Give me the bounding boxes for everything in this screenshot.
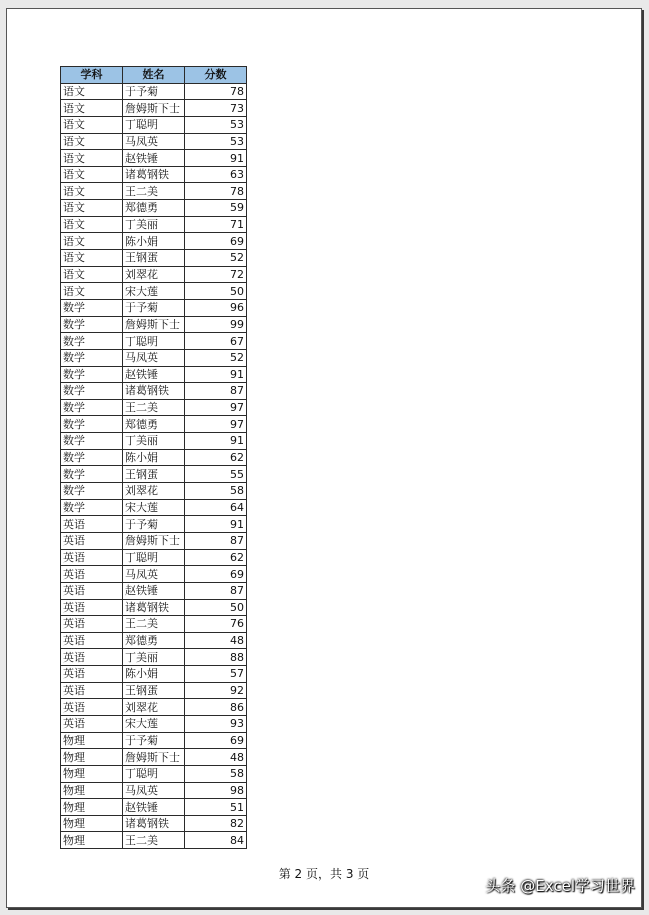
cell-subject: 物理 [61,749,123,766]
cell-name: 马凤英 [123,782,185,799]
cell-subject: 数学 [61,349,123,366]
cell-name: 詹姆斯下士 [123,100,185,117]
cell-name: 于予菊 [123,732,185,749]
cell-name: 丁聪明 [123,333,185,350]
cell-name: 刘翠花 [123,483,185,500]
table-row [61,499,247,516]
header-name: 姓名 [123,67,185,84]
cell-subject: 语文 [61,283,123,300]
table-row [61,599,247,616]
cell-subject: 英语 [61,649,123,666]
cell-score: 97 [185,399,247,416]
header-score: 分数 [185,67,247,84]
cell-score: 51 [185,799,247,816]
cell-score: 67 [185,333,247,350]
cell-name: 郑德勇 [123,200,185,217]
cell-name: 宋大莲 [123,283,185,300]
table-row [61,832,247,849]
cell-name: 陈小娟 [123,233,185,250]
cell-score: 92 [185,682,247,699]
cell-subject: 语文 [61,183,123,200]
table-row [61,433,247,450]
print-preview-page [6,8,642,908]
cell-name: 诸葛钢铁 [123,166,185,183]
cell-score: 53 [185,116,247,133]
cell-name: 赵铁锤 [123,799,185,816]
cell-subject: 物理 [61,732,123,749]
cell-score: 96 [185,299,247,316]
cell-score: 88 [185,649,247,666]
page-number: 第 2 页，共 3 页 [278,867,370,881]
cell-score: 69 [185,233,247,250]
table-row [61,666,247,683]
cell-name: 王二美 [123,616,185,633]
cell-subject: 数学 [61,449,123,466]
cell-subject: 物理 [61,765,123,782]
cell-name: 于予菊 [123,83,185,100]
table-row [61,549,247,566]
cell-name: 宋大莲 [123,715,185,732]
table-row [61,200,247,217]
cell-name: 王二美 [123,183,185,200]
table-row [61,316,247,333]
cell-subject: 数学 [61,466,123,483]
cell-score: 78 [185,83,247,100]
table-row [61,682,247,699]
table-row [61,399,247,416]
cell-subject: 英语 [61,516,123,533]
cell-name: 赵铁锤 [123,582,185,599]
cell-name: 丁聪明 [123,116,185,133]
cell-score: 87 [185,582,247,599]
watermark: 头条 @Excel学习世界 [485,877,635,895]
cell-subject: 英语 [61,616,123,633]
table-row [61,83,247,100]
cell-name: 诸葛钢铁 [123,815,185,832]
cell-score: 48 [185,632,247,649]
cell-subject: 数学 [61,333,123,350]
cell-score: 91 [185,150,247,167]
table-row [61,183,247,200]
cell-name: 马凤英 [123,133,185,150]
table-row [61,333,247,350]
cell-subject: 语文 [61,150,123,167]
cell-score: 73 [185,100,247,117]
cell-score: 58 [185,483,247,500]
cell-score: 50 [185,283,247,300]
cell-score: 91 [185,516,247,533]
cell-name: 王二美 [123,399,185,416]
cell-subject: 语文 [61,266,123,283]
cell-score: 97 [185,416,247,433]
cell-score: 52 [185,349,247,366]
cell-score: 91 [185,433,247,450]
cell-name: 丁聪明 [123,549,185,566]
cell-subject: 英语 [61,682,123,699]
cell-subject: 语文 [61,100,123,117]
cell-subject: 语文 [61,216,123,233]
cell-name: 陈小娟 [123,449,185,466]
cell-score: 71 [185,216,247,233]
cell-subject: 数学 [61,399,123,416]
table-row [61,383,247,400]
table-row [61,632,247,649]
cell-name: 于予菊 [123,299,185,316]
cell-name: 王钢蛋 [123,466,185,483]
cell-name: 王钢蛋 [123,250,185,267]
table-row [61,815,247,832]
cell-score: 59 [185,200,247,217]
cell-subject: 英语 [61,632,123,649]
table-row [61,715,247,732]
table-row [61,150,247,167]
cell-name: 于予菊 [123,516,185,533]
cell-score: 52 [185,250,247,267]
cell-name: 诸葛钢铁 [123,599,185,616]
table-row [61,749,247,766]
table-row [61,416,247,433]
grade-table [60,66,247,849]
cell-score: 58 [185,765,247,782]
table-row [61,765,247,782]
cell-name: 郑德勇 [123,632,185,649]
table-row [61,782,247,799]
cell-score: 62 [185,449,247,466]
cell-score: 76 [185,616,247,633]
cell-score: 64 [185,499,247,516]
cell-name: 赵铁锤 [123,366,185,383]
cell-subject: 英语 [61,582,123,599]
table-row [61,732,247,749]
cell-subject: 数学 [61,383,123,400]
cell-subject: 物理 [61,832,123,849]
table-row [61,266,247,283]
cell-subject: 英语 [61,566,123,583]
cell-subject: 数学 [61,433,123,450]
cell-name: 詹姆斯下士 [123,749,185,766]
table-row [61,250,247,267]
table-row [61,649,247,666]
cell-subject: 语文 [61,250,123,267]
cell-name: 王二美 [123,832,185,849]
cell-subject: 英语 [61,532,123,549]
cell-name: 诸葛钢铁 [123,383,185,400]
table-row [61,483,247,500]
cell-subject: 英语 [61,666,123,683]
cell-subject: 数学 [61,299,123,316]
cell-subject: 语文 [61,83,123,100]
table-row [61,216,247,233]
cell-subject: 语文 [61,233,123,250]
cell-subject: 数学 [61,416,123,433]
table-row [61,466,247,483]
cell-name: 王钢蛋 [123,682,185,699]
table-row [61,516,247,533]
cell-subject: 英语 [61,549,123,566]
table-row [61,532,247,549]
table-row [61,699,247,716]
cell-subject: 英语 [61,699,123,716]
table-row [61,566,247,583]
cell-score: 63 [185,166,247,183]
cell-subject: 语文 [61,133,123,150]
cell-score: 84 [185,832,247,849]
cell-name: 马凤英 [123,566,185,583]
table-row [61,166,247,183]
cell-name: 詹姆斯下士 [123,532,185,549]
table-row [61,582,247,599]
cell-score: 72 [185,266,247,283]
cell-score: 93 [185,715,247,732]
cell-score: 50 [185,599,247,616]
cell-subject: 语文 [61,116,123,133]
cell-subject: 物理 [61,815,123,832]
cell-score: 87 [185,532,247,549]
table-row [61,366,247,383]
cell-score: 57 [185,666,247,683]
cell-subject: 数学 [61,316,123,333]
cell-score: 82 [185,815,247,832]
cell-subject: 语文 [61,200,123,217]
cell-name: 丁美丽 [123,433,185,450]
cell-name: 陈小娟 [123,666,185,683]
cell-score: 98 [185,782,247,799]
table-row [61,233,247,250]
table-row [61,349,247,366]
cell-name: 刘翠花 [123,266,185,283]
table-body [61,83,247,848]
cell-name: 丁美丽 [123,216,185,233]
cell-score: 91 [185,366,247,383]
table-row [61,616,247,633]
cell-name: 马凤英 [123,349,185,366]
cell-subject: 英语 [61,599,123,616]
cell-score: 69 [185,732,247,749]
cell-subject: 英语 [61,715,123,732]
cell-subject: 数学 [61,366,123,383]
table-row [61,799,247,816]
cell-subject: 物理 [61,799,123,816]
cell-score: 69 [185,566,247,583]
cell-score: 53 [185,133,247,150]
cell-score: 55 [185,466,247,483]
cell-score: 86 [185,699,247,716]
cell-name: 丁美丽 [123,649,185,666]
table-row [61,449,247,466]
cell-name: 詹姆斯下士 [123,316,185,333]
table-header-row [61,67,247,84]
cell-subject: 语文 [61,166,123,183]
table-row [61,299,247,316]
cell-name: 宋大莲 [123,499,185,516]
table-row [61,133,247,150]
cell-score: 99 [185,316,247,333]
cell-score: 48 [185,749,247,766]
table-row [61,283,247,300]
cell-name: 丁聪明 [123,765,185,782]
table-row [61,116,247,133]
cell-name: 郑德勇 [123,416,185,433]
cell-score: 87 [185,383,247,400]
header-subject: 学科 [61,67,123,84]
cell-subject: 数学 [61,483,123,500]
table-row [61,100,247,117]
cell-score: 78 [185,183,247,200]
cell-score: 62 [185,549,247,566]
cell-name: 刘翠花 [123,699,185,716]
cell-subject: 物理 [61,782,123,799]
cell-name: 赵铁锤 [123,150,185,167]
cell-subject: 数学 [61,499,123,516]
